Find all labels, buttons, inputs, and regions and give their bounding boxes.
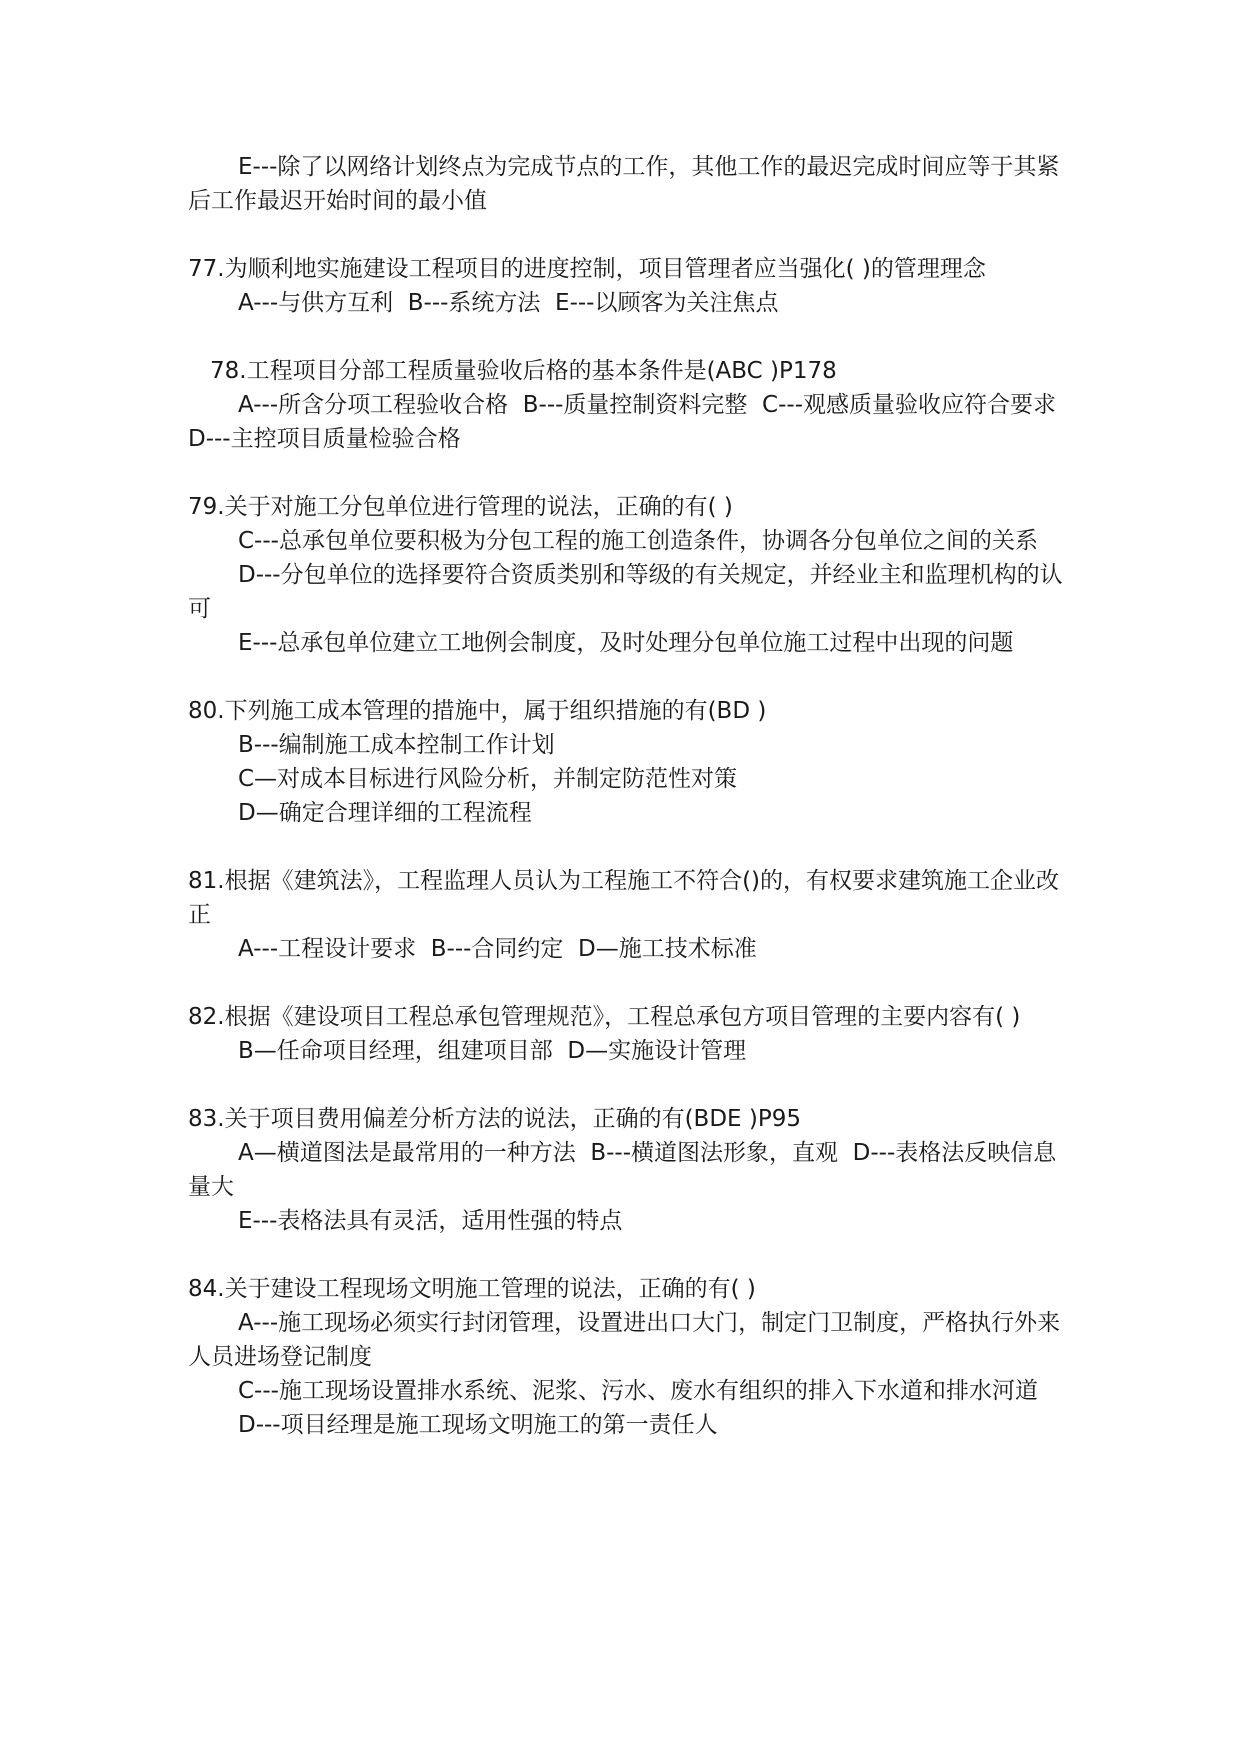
option-text: B---编制施工成本控制工作计划: [238, 732, 555, 758]
option-text: A---所含分项工程验收合格 B---质量控制资料完整 C---观感质量验收应符合要求 D---主控项目质量检验合格: [188, 392, 1071, 452]
option-text: E---表格法具有灵活，适用性强的特点: [238, 1208, 623, 1234]
question-77: 77.为顺利地实施建设工程项目的进度控制，项目管理者应当强化( )的管理理念: [188, 256, 986, 282]
option-text: C---总承包单位要积极为分包工程的施工创造条件，协调各分包单位之间的关系: [238, 528, 1038, 554]
option-text: E---总承包单位建立工地例会制度，及时处理分包单位施工过程中出现的问题: [238, 630, 1014, 656]
option-text: A---工程设计要求 B---合同约定 D—施工技术标准: [238, 936, 757, 962]
question-79: 79.关于对施工分包单位进行管理的说法，正确的有( ): [188, 494, 733, 520]
option-text: D—确定合理详细的工程流程: [238, 800, 532, 826]
option-text: D---项目经理是施工现场文明施工的第一责任人: [238, 1412, 718, 1438]
option-text: A—横道图法是最常用的一种方法 B---横道图法形象，直观 D---表格法反映信息量大: [188, 1140, 1057, 1200]
option-text: E---除了以网络计划终点为完成节点的工作，其他工作的最迟完成时间应等于其紧后工作最迟开始时间的最小值: [188, 154, 1060, 214]
option-text: A---施工现场必须实行封闭管理，设置进出口大门，制定门卫制度，严格执行外来人员进场登记制度: [188, 1310, 1061, 1370]
option-text: C—对成本目标进行风险分析，并制定防范性对策: [238, 766, 738, 792]
option-text: B—任命项目经理，组建项目部 D—实施设计管理: [238, 1038, 747, 1064]
question-82: 82.根据《建设项目工程总承包管理规范》，工程总承包方项目管理的主要内容有( ): [188, 1004, 1021, 1030]
question-84: 84.关于建设工程现场文明施工管理的说法，正确的有( ): [188, 1276, 756, 1302]
question-81: 81.根据《建筑法》，工程监理人员认为工程施工不符合()的，有权要求建筑施工企业改正: [188, 868, 1060, 928]
question-80: 80.下列施工成本管理的措施中，属于组织措施的有(BD ): [188, 698, 767, 724]
option-text: D---分包单位的选择要符合资质类别和等级的有关规定，并经业主和监理机构的认可: [188, 562, 1063, 622]
question-78: 78.工程项目分部工程质量验收后格的基本条件是(ABC )P178: [210, 358, 837, 384]
option-text: A---与供方互利 B---系统方法 E---以顾客为关注焦点: [238, 290, 779, 316]
question-83: 83.关于项目费用偏差分析方法的说法，正确的有(BDE )P95: [188, 1106, 801, 1132]
document-page: [188, 150, 1071, 1442]
option-text: C---施工现场设置排水系统、泥浆、污水、废水有组织的排入下水道和排水河道: [238, 1378, 1038, 1404]
